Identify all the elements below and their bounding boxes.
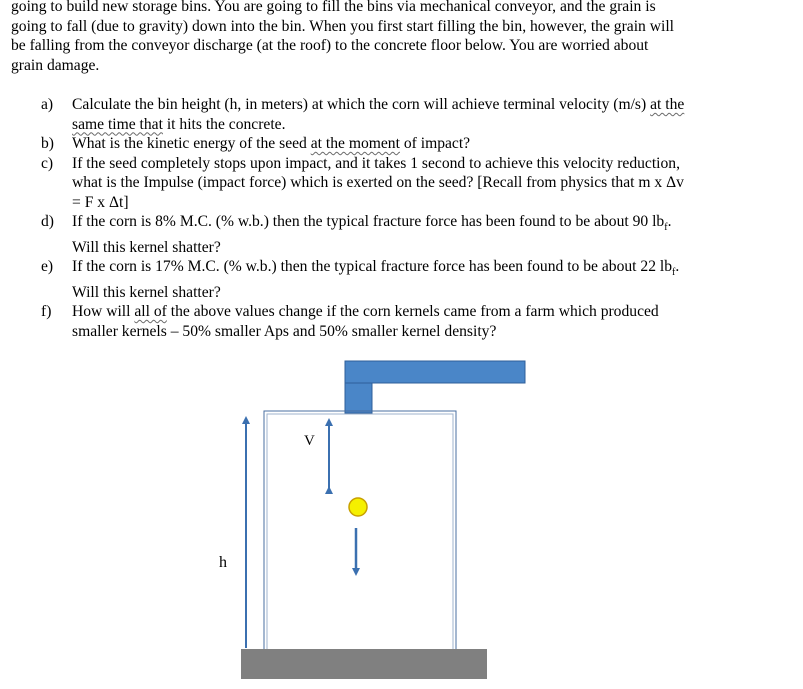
intro-line: grain damage. — [11, 56, 100, 74]
conveyor-discharge-chute — [345, 383, 372, 413]
question-letter: d) — [41, 213, 54, 230]
question-text: What is the kinetic energy of the seed — [72, 135, 311, 152]
spellcheck-squiggle-text: at the moment — [310, 135, 400, 152]
corn-kernel — [349, 498, 367, 516]
question-letter: a) — [41, 96, 54, 113]
concrete-floor — [241, 649, 487, 679]
question-line: what is the Impulse (impact force) which is exerted on the seed? [Recall from physics that m x Δv — [72, 174, 684, 191]
unit-subscript: f — [664, 222, 668, 234]
question-text: How will — [72, 303, 135, 321]
question-letter: c) — [41, 154, 54, 172]
conveyor-horizontal — [345, 361, 525, 383]
question-text: of impact? — [399, 135, 471, 152]
intro-line: going to build new storage bins. You are going to fill the bins via mechanical conveyor, and the grain is — [11, 0, 656, 15]
question-line: Will this kernel shatter? — [72, 238, 221, 256]
intro-line: going to fall (due to gravity) down into the bin. When you first start filling the bin, however, the grain will — [11, 17, 674, 35]
question-line: = F x Δt] — [72, 193, 129, 211]
question-letter: e) — [41, 258, 54, 276]
velocity-label: V — [304, 433, 315, 449]
spellcheck-squiggle-text: same time that — [72, 115, 163, 133]
question-line: smaller kernels – 50% smaller Aps and 50% smaller kernel density? — [72, 322, 497, 340]
question-text: . — [667, 213, 672, 230]
spellcheck-squiggle-text: all of — [134, 303, 167, 321]
bin-outline — [264, 411, 456, 650]
bin-inner-outline — [267, 414, 453, 650]
question-text: it hits the concrete. — [162, 115, 286, 133]
question-text: If the corn is 17% M.C. (% w.b.) then the typical fracture force has been found to be about 22 lb — [72, 258, 673, 276]
question-letter: b) — [41, 135, 54, 152]
question-line: If the seed completely stops upon impact, and it takes 1 second to achieve this velocity reduction, — [72, 154, 680, 172]
question-text: . — [675, 258, 680, 276]
question-text: If the corn is 8% M.C. (% w.b.) then the typical fracture force has been found to be about 90 lb — [72, 213, 665, 230]
question-line: Will this kernel shatter? — [72, 283, 221, 301]
height-label: h — [219, 554, 227, 571]
intro-line: be falling from the conveyor discharge (at the roof) to the concrete floor below. You are worried about — [11, 37, 649, 54]
spellcheck-squiggle-text: at the — [650, 96, 685, 113]
question-text: the above values change if the corn kernels came from a farm which produced — [166, 303, 659, 321]
question-letter: f) — [41, 303, 52, 321]
unit-subscript: f — [672, 267, 676, 279]
question-text: Calculate the bin height (h, in meters) at which the corn will achieve terminal velocity (m/s) — [72, 96, 651, 113]
